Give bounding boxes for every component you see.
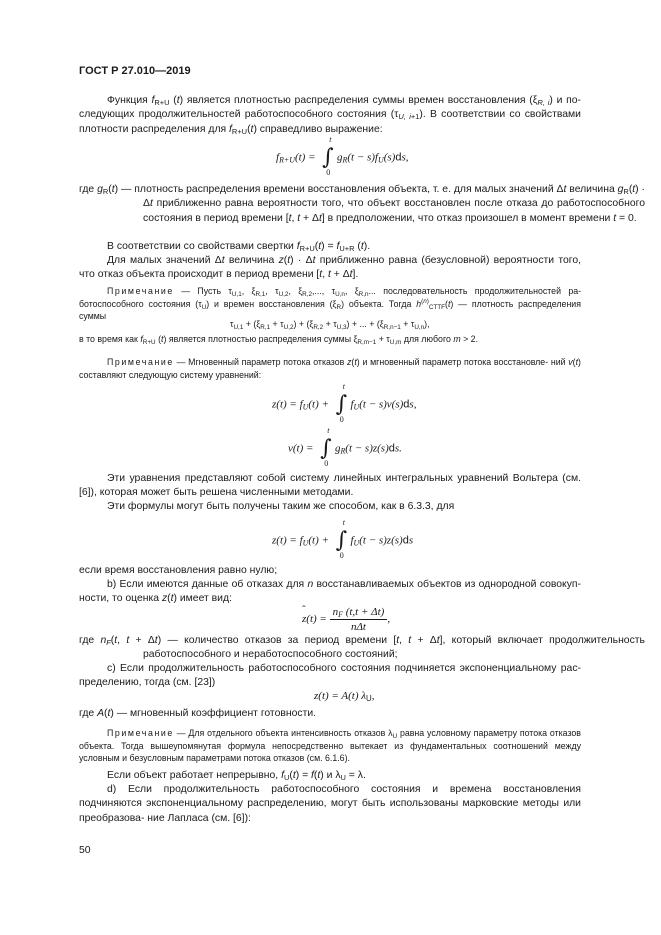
note-1-formula: $\tau_{U,1} + (\xi_{R,1} + \tau_{U,2}) + (\xi_{R,2} + \tau_{U,3})$ + ... + $(\xi_{R,n-1} + \tau_{U,n})$, [230,319,430,331]
formula-z-estimate: z ˆ (t) = $\frac{n_F (t,t + \Delta t)}{\text{nΔt}}$ , [302,604,391,633]
paragraph-c: c) Если продолжительность работоспособного состояния подчиняется экспоненциальному рас- пределению, тогда (см. [23]) [79,663,581,689]
definition-g: где $g_R(t)$ — плотность распределения времени восстановления объекта, т. е. для малых значений Δt величина $g_R(t) \cdot \Delta t$ приближенно равна вероятности того, что объект восстановлен после отказа до работоспособного состояния в период времени [t, t + Δt] в предположении, что отказ произошел в момент времени t = 0. [79,184,645,224]
note-1: Примечание — Пусть $\tau_{U,1}$, $\xi_{R,1}$, $\tau_{U,2}$, $\xi_{R,2}$,..., $\tau_{U,n}$, $\xi_{R,n}$... последовательность продолжительностей ра- ботоспособного состояния $(\tau_U)$ и времен восстановления $(\xi_R)$ объекта. Тогда $h^{(n)}_{CTTF}(t)$ — плотность распределения суммы [79,286,582,322]
note-2: Примечание — Мгновенный параметр потока отказов z(t) и мгновенный параметр потока восстановле- ний v(t) составляют следующую систему уравнений: [79,357,581,380]
page-number: 50 [79,845,91,856]
paragraph-zero-repair: если время восстановления равно нулю; [79,565,278,576]
formula-z-zero: $z(t) = f_U(t)$ + t ∫ 0 $f_U(t - s)z(s)ds$ [272,518,414,560]
formula-v: v(t) = t ∫ 0 $g_R(t - s)z(s)ds$. [288,426,402,468]
standard-title: ГОСТ Р 27.010—2019 [79,65,191,77]
paragraph-density-definition: Функция $f_{R+U}$ (t) является плотностью распределения суммы времен восстановления $(\xi_{R, i})$ и по- следующих продолжительностей работоспособного состояния $(\tau_{U, i+1})$. В соответствии со свойствами плотности распределения для $f_{R+U}(t)$ справедливо выражение: [79,95,582,136]
definition-a: где A(t) — мгновенный коэффициент готовности. [79,708,317,719]
page-header [79,65,191,77]
formula-z: $z(t) = f_U(t)$ + t ∫ 0 $f_U(t - s)v(s)ds$, [272,382,417,424]
paragraph-same-method: Эти формулы могут быть получены таким же способом, как в 6.3.3, для [107,501,455,512]
paragraph-b: b) Если имеются данные об отказах для n восстанавливаемых объектов из однородной совокуп- ности, то оценка z(t) имеет вид: [79,579,581,605]
definition-nf: где $n_F(t$, t + Δt) — количество отказов за период времени [t, t + Δt], который включает продолжительность работоспособного и неработоспособного состояний; [79,635,645,661]
formula-z-availability: z(t) = A(t) $\lambda_U$, [314,690,375,703]
paragraph-continuous: Если объект работает непрерывно, $f_U(t) = f(t)$ и $\lambda_U = \lambda$. [107,770,366,782]
paragraph-volterra: Эти уравнения представляют собой систему линейных интегральных уравнений Вольтера (см. [6]), которая может быть решена численными методами. [79,473,581,499]
note-1-end: в то время как $f_{R+U}$ (t) является плотностью распределения суммы $\xi_{R,m-1} + \tau_{U,m}$ для любого m > 2. [79,334,479,346]
note-3: Примечание — Для отдельного объекта интенсивность отказов $\lambda_U$ равна условному параметру потока отказов объекта. Тогда вышеупомянутая формула непосредственно вытекает из фундаментальных соотношений между условным и безусловным параметрами потока отказов (см. 6.1.6). [79,728,581,764]
paragraph-convolution: В соответствии со свойствами свертки $f_{R+U}(t) = f_{U+R}$ (t). [107,241,371,253]
formula-fru: $f_{R+U}(t)$ = t ∫ 0 $g_R(t - s)f_U(s)ds$, [276,135,409,177]
paragraph-d: d) Если продолжительность работоспособного состояния и времена восстановления подчиняются экспоненциальному распределению, могут быть использованы марковские методы или преобразова- ние Лапласа (см. [6]): [79,784,581,824]
paragraph-small-values: Для малых значений Δt величина z(t) · Δt приближенно равна (безусловной) вероятности того, что отказ объекта происходит в период времени [t, t + Δt]. [79,255,581,281]
